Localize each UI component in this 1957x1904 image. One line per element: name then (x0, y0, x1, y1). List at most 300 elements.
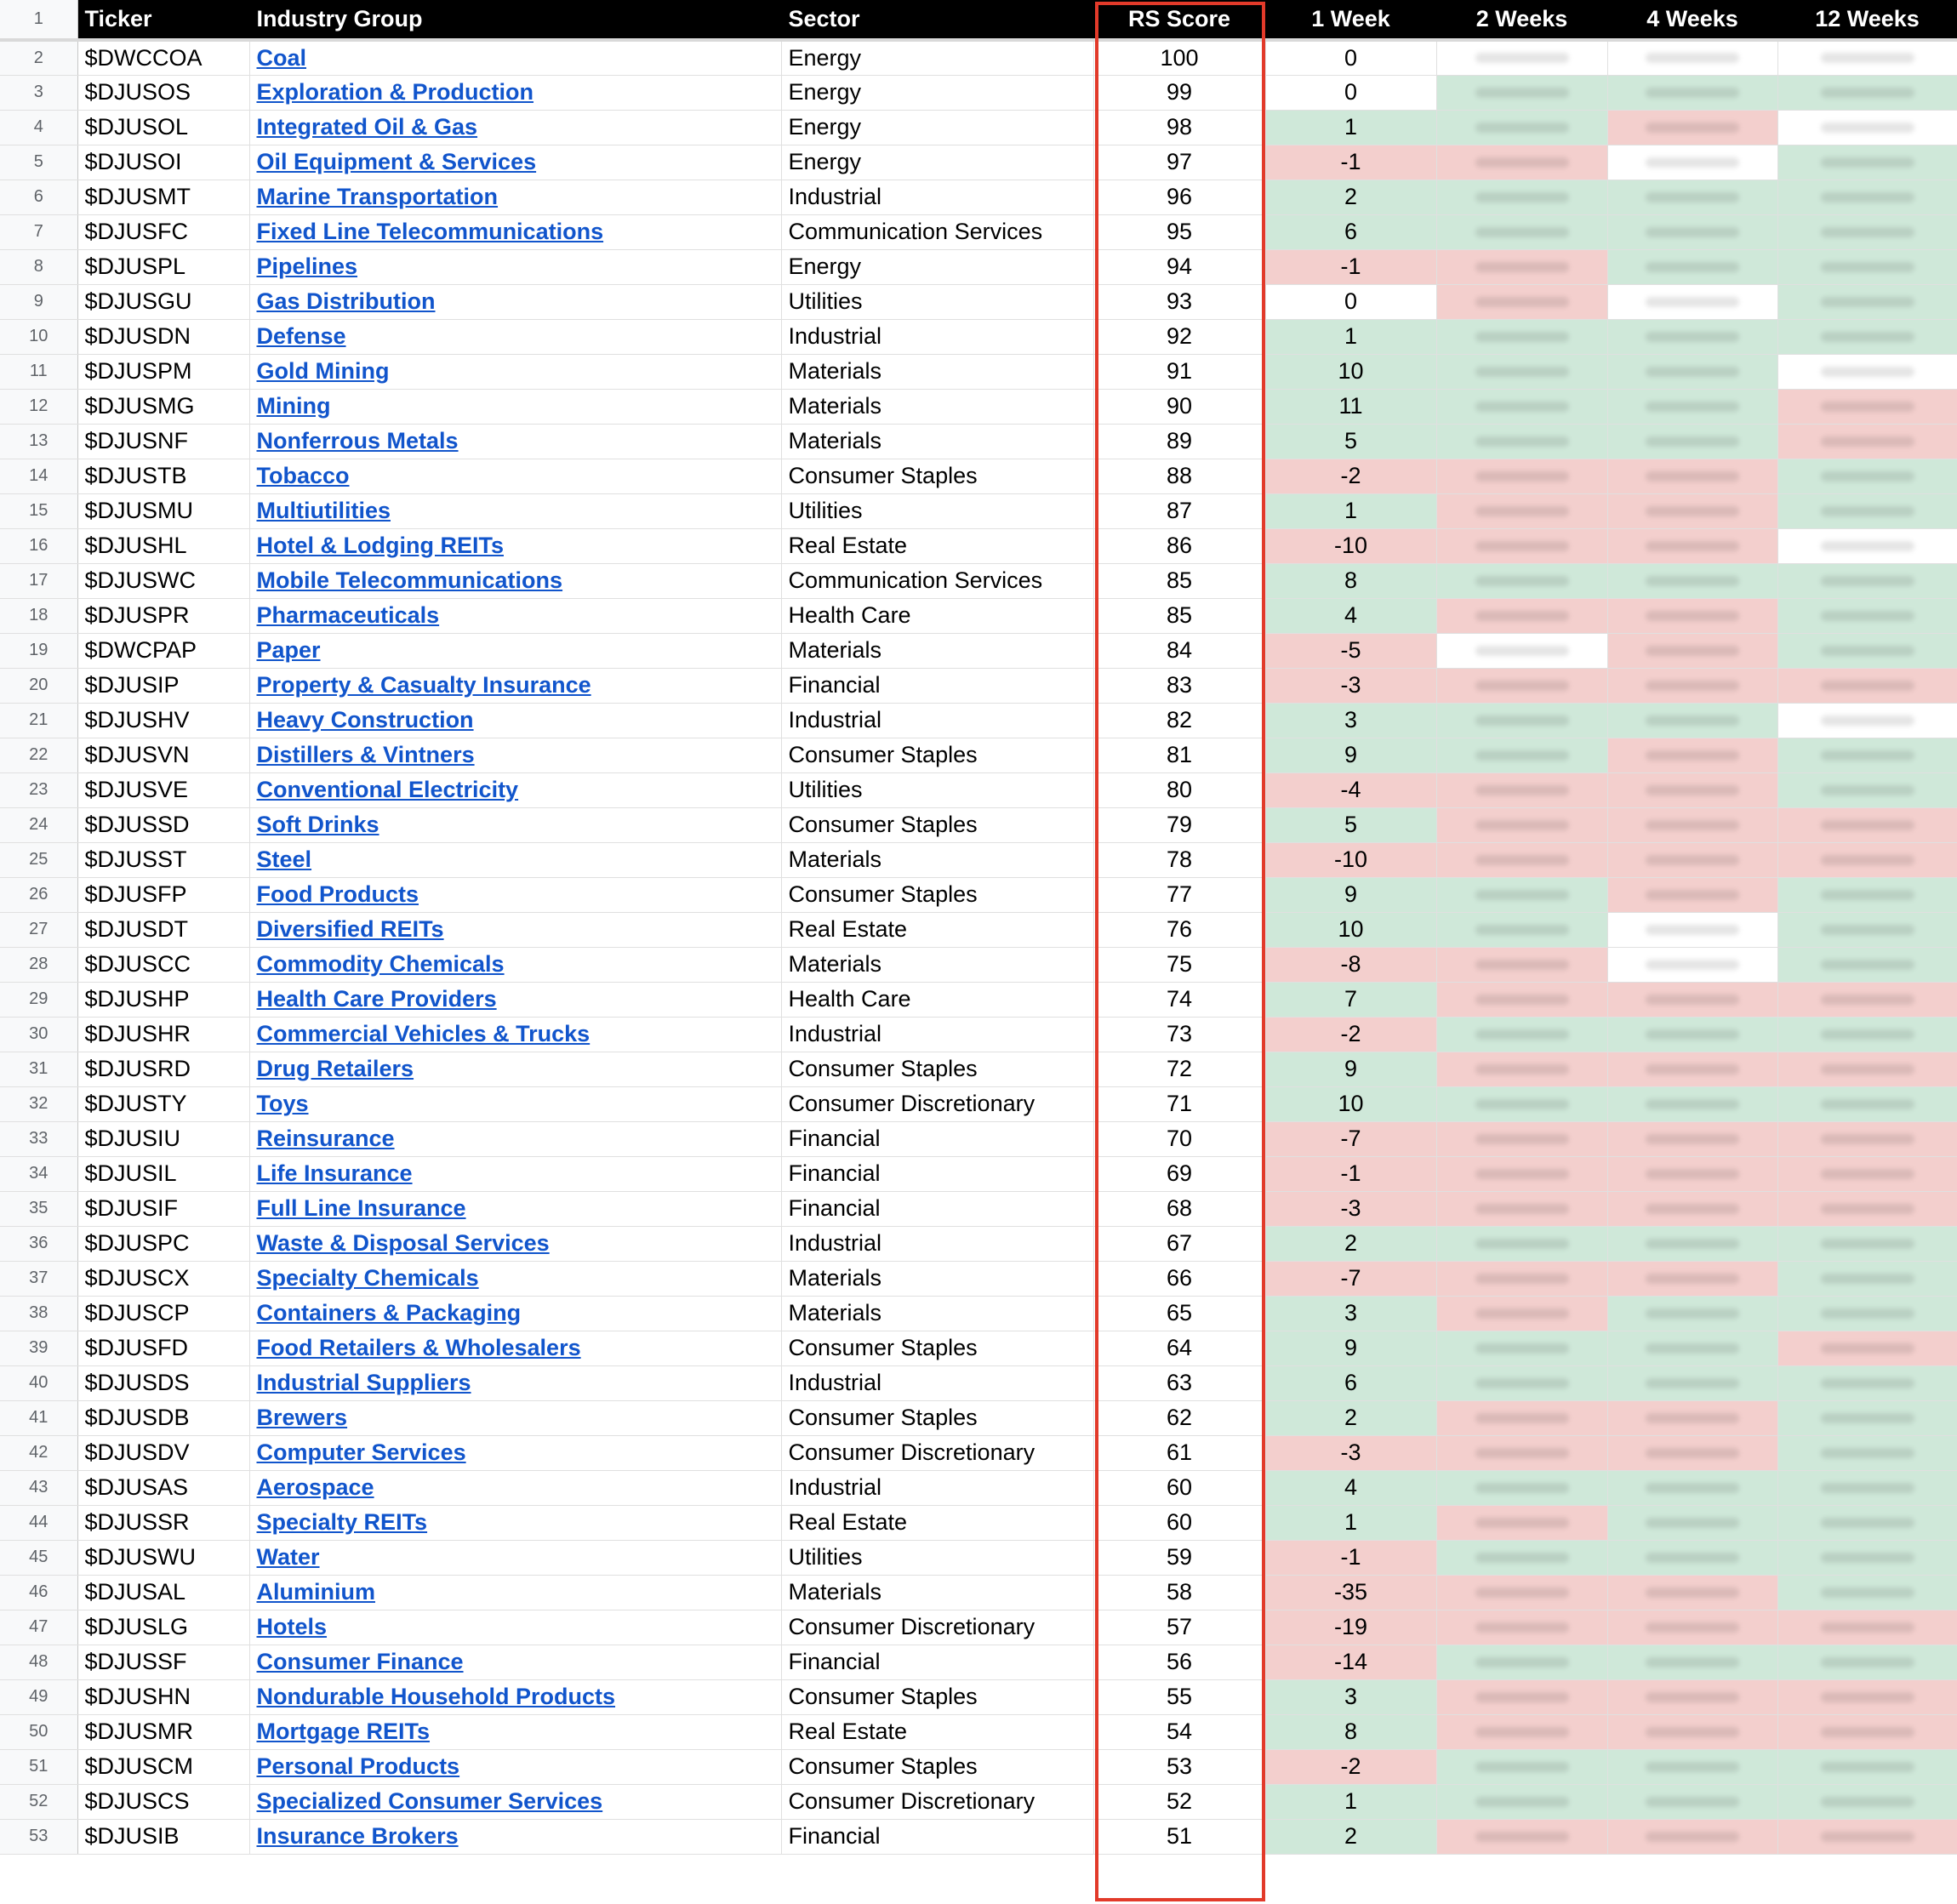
industry-group-link[interactable]: Multiutilities (256, 498, 391, 523)
row-number[interactable]: 10 (0, 319, 77, 354)
sector-cell[interactable]: Energy (781, 110, 1093, 145)
ticker-cell[interactable]: $DJUSFP (77, 877, 249, 912)
two-weeks-cell[interactable] (1436, 1017, 1607, 1052)
ticker-cell[interactable]: $DJUSMU (77, 493, 249, 528)
row-number[interactable]: 25 (0, 842, 77, 877)
twelve-weeks-cell[interactable] (1777, 807, 1957, 842)
industry-group-link[interactable]: Waste & Disposal Services (256, 1230, 550, 1256)
sector-cell[interactable]: Financial (781, 1645, 1093, 1679)
industry-group-cell[interactable] (249, 1749, 781, 1784)
industry-group-link[interactable]: Mortgage REITs (256, 1719, 431, 1744)
row-number[interactable]: 27 (0, 912, 77, 947)
four-weeks-cell[interactable] (1607, 145, 1777, 180)
industry-group-link[interactable]: Industrial Suppliers (256, 1370, 471, 1395)
twelve-weeks-cell[interactable] (1777, 1610, 1957, 1645)
two-weeks-cell[interactable] (1436, 249, 1607, 284)
rs-score-cell[interactable]: 85 (1093, 598, 1265, 633)
header-rs-score[interactable]: RS Score (1093, 0, 1265, 40)
sector-cell[interactable]: Utilities (781, 1540, 1093, 1575)
one-week-cell[interactable]: 10 (1265, 912, 1436, 947)
row-number[interactable]: 53 (0, 1819, 77, 1854)
industry-group-cell[interactable] (249, 633, 781, 668)
industry-group-cell[interactable] (249, 1261, 781, 1296)
one-week-cell[interactable]: 5 (1265, 424, 1436, 459)
twelve-weeks-cell[interactable] (1777, 1400, 1957, 1435)
sector-cell[interactable]: Consumer Staples (781, 1331, 1093, 1365)
rs-score-cell[interactable]: 61 (1093, 1435, 1265, 1470)
rs-score-cell[interactable]: 52 (1093, 1784, 1265, 1819)
sector-cell[interactable]: Consumer Staples (781, 459, 1093, 493)
one-week-cell[interactable]: 2 (1265, 1226, 1436, 1261)
rs-score-cell[interactable]: 56 (1093, 1645, 1265, 1679)
industry-group-link[interactable]: Coal (256, 44, 307, 71)
row-number[interactable]: 16 (0, 528, 77, 563)
industry-group-cell[interactable] (249, 459, 781, 493)
four-weeks-cell[interactable] (1607, 1714, 1777, 1749)
sector-cell[interactable]: Materials (781, 389, 1093, 424)
industry-group-cell[interactable] (249, 75, 781, 110)
two-weeks-cell[interactable] (1436, 1540, 1607, 1575)
one-week-cell[interactable]: -14 (1265, 1645, 1436, 1679)
one-week-cell[interactable]: 6 (1265, 214, 1436, 249)
row-number[interactable]: 52 (0, 1784, 77, 1819)
two-weeks-cell[interactable] (1436, 319, 1607, 354)
row-number[interactable]: 44 (0, 1505, 77, 1540)
sector-cell[interactable]: Consumer Staples (781, 1679, 1093, 1714)
sector-cell[interactable]: Industrial (781, 1470, 1093, 1505)
row-number[interactable]: 37 (0, 1261, 77, 1296)
industry-group-cell[interactable] (249, 1121, 781, 1156)
sector-cell[interactable]: Consumer Staples (781, 1749, 1093, 1784)
ticker-cell[interactable]: $DJUSNF (77, 424, 249, 459)
four-weeks-cell[interactable] (1607, 1261, 1777, 1296)
ticker-cell[interactable]: $DJUSIL (77, 1156, 249, 1191)
sector-cell[interactable]: Financial (781, 1156, 1093, 1191)
sector-cell[interactable]: Materials (781, 1296, 1093, 1331)
ticker-cell[interactable]: $DJUSHN (77, 1679, 249, 1714)
two-weeks-cell[interactable] (1436, 598, 1607, 633)
ticker-cell[interactable]: $DJUSWU (77, 1540, 249, 1575)
industry-group-link[interactable]: Steel (256, 847, 312, 872)
one-week-cell[interactable]: 0 (1265, 284, 1436, 319)
ticker-cell[interactable]: $DJUSCM (77, 1749, 249, 1784)
industry-group-cell[interactable] (249, 1610, 781, 1645)
one-week-cell[interactable]: 9 (1265, 738, 1436, 772)
one-week-cell[interactable]: -2 (1265, 1749, 1436, 1784)
ticker-cell[interactable]: $DJUSRD (77, 1052, 249, 1086)
industry-group-cell[interactable] (249, 389, 781, 424)
industry-group-cell[interactable] (249, 807, 781, 842)
ticker-cell[interactable]: $DJUSVN (77, 738, 249, 772)
four-weeks-cell[interactable] (1607, 598, 1777, 633)
one-week-cell[interactable]: 0 (1265, 75, 1436, 110)
two-weeks-cell[interactable] (1436, 842, 1607, 877)
industry-group-link[interactable]: Specialized Consumer Services (256, 1788, 603, 1814)
industry-group-link[interactable]: Drug Retailers (256, 1056, 414, 1081)
ticker-cell[interactable]: $DJUSSD (77, 807, 249, 842)
rs-score-cell[interactable]: 99 (1093, 75, 1265, 110)
row-number[interactable]: 42 (0, 1435, 77, 1470)
industry-group-cell[interactable] (249, 1156, 781, 1191)
four-weeks-cell[interactable] (1607, 1505, 1777, 1540)
ticker-cell[interactable]: $DJUSMR (77, 1714, 249, 1749)
rs-score-cell[interactable]: 60 (1093, 1470, 1265, 1505)
four-weeks-cell[interactable] (1607, 528, 1777, 563)
four-weeks-cell[interactable] (1607, 807, 1777, 842)
ticker-cell[interactable]: $DWCCOA (77, 40, 249, 75)
rs-score-cell[interactable]: 71 (1093, 1086, 1265, 1121)
ticker-cell[interactable]: $DJUSWC (77, 563, 249, 598)
sector-cell[interactable]: Industrial (781, 703, 1093, 738)
rs-score-cell[interactable]: 92 (1093, 319, 1265, 354)
rs-score-cell[interactable]: 76 (1093, 912, 1265, 947)
two-weeks-cell[interactable] (1436, 214, 1607, 249)
ticker-cell[interactable]: $DJUSLG (77, 1610, 249, 1645)
industry-group-cell[interactable] (249, 1470, 781, 1505)
industry-group-link[interactable]: Conventional Electricity (256, 777, 519, 802)
two-weeks-cell[interactable] (1436, 1784, 1607, 1819)
two-weeks-cell[interactable] (1436, 1819, 1607, 1854)
row-number[interactable]: 31 (0, 1052, 77, 1086)
twelve-weeks-cell[interactable] (1777, 389, 1957, 424)
industry-group-cell[interactable] (249, 982, 781, 1017)
industry-group-cell[interactable] (249, 1645, 781, 1679)
twelve-weeks-cell[interactable] (1777, 633, 1957, 668)
rs-score-cell[interactable]: 97 (1093, 145, 1265, 180)
twelve-weeks-cell[interactable] (1777, 110, 1957, 145)
one-week-cell[interactable]: 7 (1265, 982, 1436, 1017)
row-number[interactable]: 2 (0, 40, 77, 75)
industry-group-cell[interactable] (249, 1575, 781, 1610)
two-weeks-cell[interactable] (1436, 633, 1607, 668)
sector-cell[interactable]: Consumer Discretionary (781, 1086, 1093, 1121)
industry-group-cell[interactable] (249, 1086, 781, 1121)
sector-cell[interactable]: Consumer Staples (781, 807, 1093, 842)
ticker-cell[interactable]: $DJUSDN (77, 319, 249, 354)
row-number[interactable]: 29 (0, 982, 77, 1017)
industry-group-cell[interactable] (249, 1365, 781, 1400)
one-week-cell[interactable]: -7 (1265, 1121, 1436, 1156)
four-weeks-cell[interactable] (1607, 1086, 1777, 1121)
row-number[interactable]: 47 (0, 1610, 77, 1645)
row-number[interactable]: 28 (0, 947, 77, 982)
row-number[interactable]: 45 (0, 1540, 77, 1575)
sector-cell[interactable]: Real Estate (781, 1505, 1093, 1540)
ticker-cell[interactable]: $DJUSPR (77, 598, 249, 633)
one-week-cell[interactable]: 9 (1265, 877, 1436, 912)
one-week-cell[interactable]: 8 (1265, 563, 1436, 598)
industry-group-link[interactable]: Integrated Oil & Gas (256, 114, 478, 140)
one-week-cell[interactable]: -3 (1265, 1191, 1436, 1226)
industry-group-link[interactable]: Food Retailers & Wholesalers (256, 1335, 581, 1360)
industry-group-link[interactable]: Paper (256, 637, 321, 663)
one-week-cell[interactable]: 1 (1265, 1505, 1436, 1540)
ticker-cell[interactable]: $DJUSCP (77, 1296, 249, 1331)
rs-score-cell[interactable]: 66 (1093, 1261, 1265, 1296)
sector-cell[interactable]: Real Estate (781, 912, 1093, 947)
industry-group-link[interactable]: Tobacco (256, 463, 350, 488)
two-weeks-cell[interactable] (1436, 284, 1607, 319)
four-weeks-cell[interactable] (1607, 1784, 1777, 1819)
twelve-weeks-cell[interactable] (1777, 459, 1957, 493)
four-weeks-cell[interactable] (1607, 842, 1777, 877)
row-number[interactable]: 8 (0, 249, 77, 284)
one-week-cell[interactable]: -2 (1265, 1017, 1436, 1052)
four-weeks-cell[interactable] (1607, 354, 1777, 389)
four-weeks-cell[interactable] (1607, 1365, 1777, 1400)
ticker-cell[interactable]: $DJUSIU (77, 1121, 249, 1156)
ticker-cell[interactable]: $DJUSGU (77, 284, 249, 319)
sector-cell[interactable]: Energy (781, 40, 1093, 75)
one-week-cell[interactable]: -19 (1265, 1610, 1436, 1645)
industry-group-link[interactable]: Gold Mining (256, 358, 390, 384)
industry-group-link[interactable]: Consumer Finance (256, 1649, 464, 1674)
ticker-cell[interactable]: $DWCPAP (77, 633, 249, 668)
industry-group-cell[interactable] (249, 214, 781, 249)
ticker-cell[interactable]: $DJUSOL (77, 110, 249, 145)
four-weeks-cell[interactable] (1607, 877, 1777, 912)
two-weeks-cell[interactable] (1436, 1749, 1607, 1784)
twelve-weeks-cell[interactable] (1777, 1156, 1957, 1191)
one-week-cell[interactable]: 1 (1265, 1784, 1436, 1819)
rs-score-cell[interactable]: 87 (1093, 493, 1265, 528)
rs-score-cell[interactable]: 51 (1093, 1819, 1265, 1854)
four-weeks-cell[interactable] (1607, 1017, 1777, 1052)
four-weeks-cell[interactable] (1607, 1819, 1777, 1854)
two-weeks-cell[interactable] (1436, 1191, 1607, 1226)
four-weeks-cell[interactable] (1607, 1226, 1777, 1261)
ticker-cell[interactable]: $DJUSPC (77, 1226, 249, 1261)
ticker-cell[interactable]: $DJUSCX (77, 1261, 249, 1296)
industry-group-link[interactable]: Nondurable Household Products (256, 1684, 616, 1709)
row-number[interactable]: 51 (0, 1749, 77, 1784)
twelve-weeks-cell[interactable] (1777, 284, 1957, 319)
four-weeks-cell[interactable] (1607, 284, 1777, 319)
four-weeks-cell[interactable] (1607, 1331, 1777, 1365)
two-weeks-cell[interactable] (1436, 1645, 1607, 1679)
industry-group-cell[interactable] (249, 598, 781, 633)
industry-group-link[interactable]: Diversified REITs (256, 916, 444, 942)
twelve-weeks-cell[interactable] (1777, 424, 1957, 459)
one-week-cell[interactable]: 4 (1265, 1470, 1436, 1505)
row-number[interactable]: 33 (0, 1121, 77, 1156)
four-weeks-cell[interactable] (1607, 668, 1777, 703)
industry-group-link[interactable]: Commercial Vehicles & Trucks (256, 1021, 591, 1046)
one-week-cell[interactable]: 9 (1265, 1331, 1436, 1365)
sector-cell[interactable]: Financial (781, 1191, 1093, 1226)
one-week-cell[interactable]: 2 (1265, 1400, 1436, 1435)
rs-score-cell[interactable]: 84 (1093, 633, 1265, 668)
one-week-cell[interactable]: -1 (1265, 1156, 1436, 1191)
two-weeks-cell[interactable] (1436, 528, 1607, 563)
twelve-weeks-cell[interactable] (1777, 877, 1957, 912)
row-number[interactable]: 18 (0, 598, 77, 633)
industry-group-cell[interactable] (249, 1435, 781, 1470)
industry-group-cell[interactable] (249, 284, 781, 319)
ticker-cell[interactable]: $DJUSSR (77, 1505, 249, 1540)
four-weeks-cell[interactable] (1607, 1156, 1777, 1191)
row-number[interactable]: 19 (0, 633, 77, 668)
two-weeks-cell[interactable] (1436, 912, 1607, 947)
row-number[interactable]: 43 (0, 1470, 77, 1505)
four-weeks-cell[interactable] (1607, 1540, 1777, 1575)
industry-group-link[interactable]: Aerospace (256, 1474, 374, 1500)
one-week-cell[interactable]: 0 (1265, 40, 1436, 75)
two-weeks-cell[interactable] (1436, 877, 1607, 912)
header-industry-group[interactable]: Industry Group (249, 0, 781, 40)
ticker-cell[interactable]: $DJUSIB (77, 1819, 249, 1854)
sector-cell[interactable]: Industrial (781, 1017, 1093, 1052)
industry-group-cell[interactable] (249, 842, 781, 877)
rs-score-cell[interactable]: 69 (1093, 1156, 1265, 1191)
header-12-weeks[interactable]: 12 Weeks (1777, 0, 1957, 40)
rs-score-cell[interactable]: 78 (1093, 842, 1265, 877)
rs-score-cell[interactable]: 68 (1093, 1191, 1265, 1226)
rs-score-cell[interactable]: 100 (1093, 40, 1265, 75)
one-week-cell[interactable]: -8 (1265, 947, 1436, 982)
industry-group-link[interactable]: Specialty Chemicals (256, 1265, 479, 1291)
twelve-weeks-cell[interactable] (1777, 249, 1957, 284)
four-weeks-cell[interactable] (1607, 1121, 1777, 1156)
rs-score-cell[interactable]: 60 (1093, 1505, 1265, 1540)
industry-group-cell[interactable] (249, 738, 781, 772)
industry-group-cell[interactable] (249, 1679, 781, 1714)
one-week-cell[interactable]: -4 (1265, 772, 1436, 807)
ticker-cell[interactable]: $DJUSFD (77, 1331, 249, 1365)
one-week-cell[interactable]: -7 (1265, 1261, 1436, 1296)
row-number[interactable]: 32 (0, 1086, 77, 1121)
industry-group-cell[interactable] (249, 180, 781, 214)
header-sector[interactable]: Sector (781, 0, 1093, 40)
rs-score-cell[interactable]: 62 (1093, 1400, 1265, 1435)
row-number[interactable]: 49 (0, 1679, 77, 1714)
row-number[interactable]: 46 (0, 1575, 77, 1610)
ticker-cell[interactable]: $DJUSDT (77, 912, 249, 947)
four-weeks-cell[interactable] (1607, 249, 1777, 284)
rs-score-cell[interactable]: 90 (1093, 389, 1265, 424)
one-week-cell[interactable]: -1 (1265, 1540, 1436, 1575)
rs-score-cell[interactable]: 73 (1093, 1017, 1265, 1052)
sector-cell[interactable]: Materials (781, 424, 1093, 459)
industry-group-link[interactable]: Insurance Brokers (256, 1823, 459, 1849)
two-weeks-cell[interactable] (1436, 1400, 1607, 1435)
four-weeks-cell[interactable] (1607, 1610, 1777, 1645)
two-weeks-cell[interactable] (1436, 1679, 1607, 1714)
ticker-cell[interactable]: $DJUSIP (77, 668, 249, 703)
sector-cell[interactable]: Materials (781, 633, 1093, 668)
row-number[interactable]: 14 (0, 459, 77, 493)
header-ticker[interactable]: Ticker (77, 0, 249, 40)
one-week-cell[interactable]: -1 (1265, 249, 1436, 284)
industry-group-link[interactable]: Brewers (256, 1405, 348, 1430)
four-weeks-cell[interactable] (1607, 738, 1777, 772)
two-weeks-cell[interactable] (1436, 424, 1607, 459)
rs-score-cell[interactable]: 57 (1093, 1610, 1265, 1645)
one-week-cell[interactable]: 4 (1265, 598, 1436, 633)
sector-cell[interactable]: Industrial (781, 1226, 1093, 1261)
row-number[interactable]: 11 (0, 354, 77, 389)
industry-group-link[interactable]: Containers & Packaging (256, 1300, 522, 1325)
twelve-weeks-cell[interactable] (1777, 703, 1957, 738)
rs-score-cell[interactable]: 86 (1093, 528, 1265, 563)
ticker-cell[interactable]: $DJUSPM (77, 354, 249, 389)
four-weeks-cell[interactable] (1607, 214, 1777, 249)
ticker-cell[interactable]: $DJUSHR (77, 1017, 249, 1052)
sector-cell[interactable]: Materials (781, 1261, 1093, 1296)
rs-score-cell[interactable]: 80 (1093, 772, 1265, 807)
two-weeks-cell[interactable] (1436, 1086, 1607, 1121)
sector-cell[interactable]: Materials (781, 1575, 1093, 1610)
industry-group-cell[interactable] (249, 1540, 781, 1575)
one-week-cell[interactable]: 9 (1265, 1052, 1436, 1086)
row-number[interactable]: 40 (0, 1365, 77, 1400)
industry-group-link[interactable]: Aluminium (256, 1579, 375, 1605)
four-weeks-cell[interactable] (1607, 982, 1777, 1017)
twelve-weeks-cell[interactable] (1777, 75, 1957, 110)
sector-cell[interactable]: Financial (781, 1121, 1093, 1156)
two-weeks-cell[interactable] (1436, 145, 1607, 180)
row-number[interactable]: 38 (0, 1296, 77, 1331)
twelve-weeks-cell[interactable] (1777, 145, 1957, 180)
two-weeks-cell[interactable] (1436, 1505, 1607, 1540)
rs-score-cell[interactable]: 85 (1093, 563, 1265, 598)
industry-group-link[interactable]: Gas Distribution (256, 288, 436, 314)
sector-cell[interactable]: Industrial (781, 319, 1093, 354)
rs-score-cell[interactable]: 82 (1093, 703, 1265, 738)
industry-group-cell[interactable] (249, 145, 781, 180)
industry-group-link[interactable]: Pipelines (256, 254, 358, 279)
four-weeks-cell[interactable] (1607, 40, 1777, 75)
sector-cell[interactable]: Utilities (781, 772, 1093, 807)
one-week-cell[interactable]: 1 (1265, 319, 1436, 354)
twelve-weeks-cell[interactable] (1777, 354, 1957, 389)
row-number[interactable]: 4 (0, 110, 77, 145)
row-number[interactable]: 5 (0, 145, 77, 180)
industry-group-cell[interactable] (249, 354, 781, 389)
industry-group-cell[interactable] (249, 110, 781, 145)
twelve-weeks-cell[interactable] (1777, 982, 1957, 1017)
industry-group-link[interactable]: Heavy Construction (256, 707, 474, 733)
rs-score-cell[interactable]: 63 (1093, 1365, 1265, 1400)
two-weeks-cell[interactable] (1436, 807, 1607, 842)
twelve-weeks-cell[interactable] (1777, 1784, 1957, 1819)
twelve-weeks-cell[interactable] (1777, 738, 1957, 772)
four-weeks-cell[interactable] (1607, 1575, 1777, 1610)
sector-cell[interactable]: Communication Services (781, 214, 1093, 249)
rs-score-cell[interactable]: 67 (1093, 1226, 1265, 1261)
four-weeks-cell[interactable] (1607, 110, 1777, 145)
four-weeks-cell[interactable] (1607, 703, 1777, 738)
one-week-cell[interactable]: -35 (1265, 1575, 1436, 1610)
sector-cell[interactable]: Consumer Discretionary (781, 1784, 1093, 1819)
one-week-cell[interactable]: 6 (1265, 1365, 1436, 1400)
row-number[interactable]: 24 (0, 807, 77, 842)
four-weeks-cell[interactable] (1607, 912, 1777, 947)
sector-cell[interactable]: Materials (781, 947, 1093, 982)
four-weeks-cell[interactable] (1607, 1470, 1777, 1505)
industry-group-cell[interactable] (249, 493, 781, 528)
ticker-cell[interactable]: $DJUSAL (77, 1575, 249, 1610)
rs-score-cell[interactable]: 53 (1093, 1749, 1265, 1784)
sector-cell[interactable]: Materials (781, 842, 1093, 877)
industry-group-link[interactable]: Computer Services (256, 1439, 466, 1465)
four-weeks-cell[interactable] (1607, 947, 1777, 982)
two-weeks-cell[interactable] (1436, 982, 1607, 1017)
twelve-weeks-cell[interactable] (1777, 1645, 1957, 1679)
twelve-weeks-cell[interactable] (1777, 1331, 1957, 1365)
industry-group-link[interactable]: Personal Products (256, 1753, 460, 1779)
industry-group-cell[interactable] (249, 772, 781, 807)
